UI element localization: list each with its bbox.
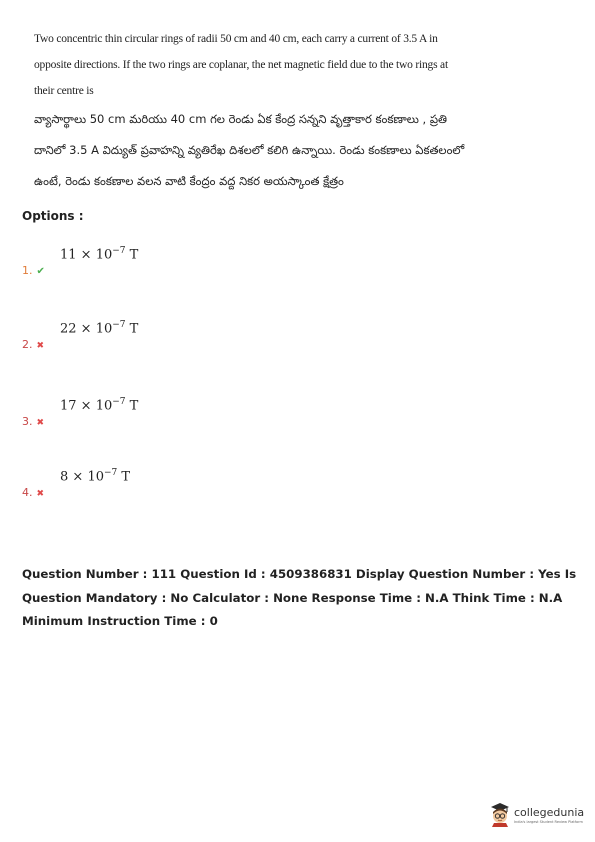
option-1[interactable] [22, 246, 322, 286]
option-2[interactable] [22, 320, 322, 360]
option-value: $17 \times 10^{-7}$ T [60, 397, 139, 414]
question-text-english: Two concentric thin circular rings of radii 50 cm and 40 cm, each carry a current of 3.5 A in opposite directions. If the two rings are coplanar, the net magnetic field due to the two rings at their centre is [34, 33, 448, 97]
check-icon: ✔ [36, 266, 45, 277]
cross-icon: ✖ [36, 489, 45, 499]
cross-icon: ✖ [36, 418, 45, 428]
option-number: 1. ✔ [22, 264, 45, 277]
option-number: 4. ✖ [22, 486, 45, 499]
option-3[interactable] [22, 397, 322, 437]
option-4[interactable] [22, 468, 322, 508]
option-value: $22 \times 10^{-7}$ T [60, 320, 139, 337]
student-mascot-icon [489, 801, 511, 827]
question-text-telugu: వ్యాసార్థాలు 50 cm మరియు 40 cm గల రెండు ఏక కేంద్ర సన్నని వృత్తాకార కంకణాలు , ప్రతి దానిలో 3.5 A విద్యుత్ ప్రవాహన్ని వ్యతిరేఖ దిశలలో కలిగి ఉన్నాయి. రెండు కంకణాలు ఏకతలంలో ఉంటే, రెండు కంకణాల వలన వాటి కేంద్రం వద్ద నికర అయస్కాంత క్షేత్రం [34, 112, 465, 188]
collegedunia-logo[interactable] [489, 797, 589, 833]
option-number: 2. ✖ [22, 338, 45, 351]
option-value: $8 \times 10^{-7}$ T [60, 468, 131, 485]
option-number: 3. ✖ [22, 415, 45, 428]
question-metadata: Question Number : 111 Question Id : 4509386831 Display Question Number : Yes Is Question Mandatory : No Calculator : None Response Time : N.A Think Time : N.A Minimum Instruction Time : 0 [22, 567, 577, 628]
cross-icon: ✖ [36, 341, 45, 351]
brand-name: collegedunia [514, 806, 585, 819]
option-value: $11 \times 10^{-7}$ T [60, 246, 139, 263]
brand-tagline: India's largest Student Review Platform [514, 820, 583, 824]
options-heading: Options : [22, 209, 84, 223]
